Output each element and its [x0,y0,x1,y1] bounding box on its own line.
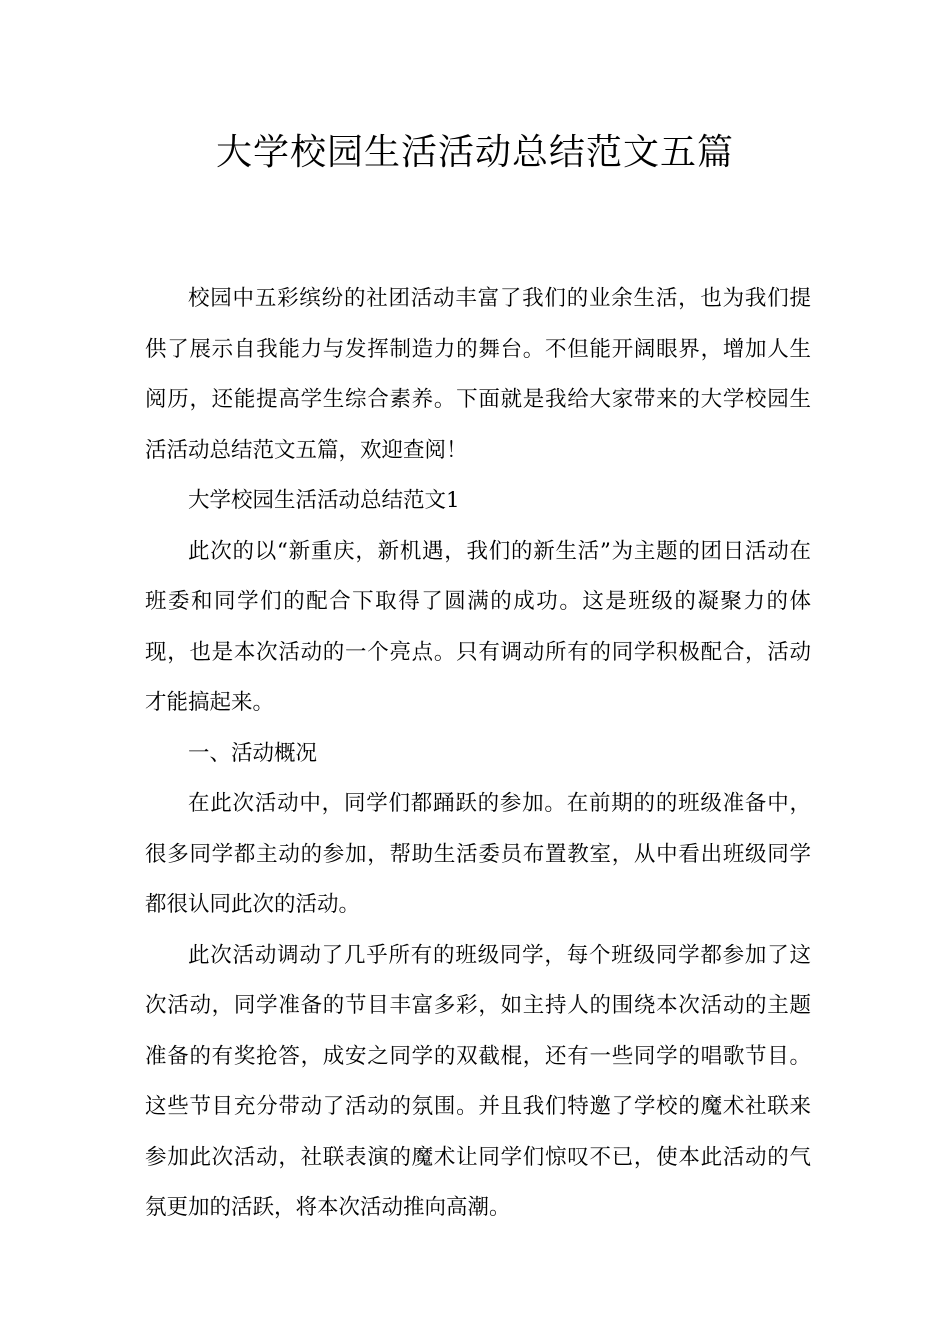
body-paragraph: 此次活动调动了几乎所有的班级同学，每个班级同学都参加了这次活动，同学准备的节目丰富多彩，如主持人的围绕本次活动的主题准备的有奖抢答，成安之同学的双截棍，还有一些同学的唱歌节目。这些节目充分带动了活动的氛围。并且我们特邀了学校的魔术社联来参加此次活动，社联表演的魔术让同学们惊叹不已，使本此活动的气氛更加的活跃，将本次活动推向高潮。 [145,942,811,1220]
section-heading: 大学校园生活活动总结范文1 [188,488,460,513]
document-body [145,274,811,1234]
intro-paragraph: 校园中五彩缤纷的社团活动丰富了我们的业余生活，也为我们提供了展示自我能力与发挥制造力的舞台。不但能开阔眼界，增加人生阅历，还能提高学生综合素养。下面就是我给大家带来的大学校园生活活动总结范文五篇，欢迎查阅！ [145,286,811,463]
document-title: 大学校园生活活动总结范文五篇 [215,132,734,173]
body-paragraph: 在此次活动中，同学们都踊跃的参加。在前期的的班级准备中，很多同学都主动的参加，帮助生活委员布置教室，从中看出班级同学都很认同此次的活动。 [145,791,811,917]
body-paragraph: 此次的以“新重庆，新机遇，我们的新生活”为主题的团日活动在班委和同学们的配合下取得了圆满的成功。这是班级的凝聚力的体现，也是本次活动的一个亮点。只有调动所有的同学积极配合，活动才能搞起来。 [145,538,811,715]
subsection-heading: 一、活动概况 [188,740,318,766]
